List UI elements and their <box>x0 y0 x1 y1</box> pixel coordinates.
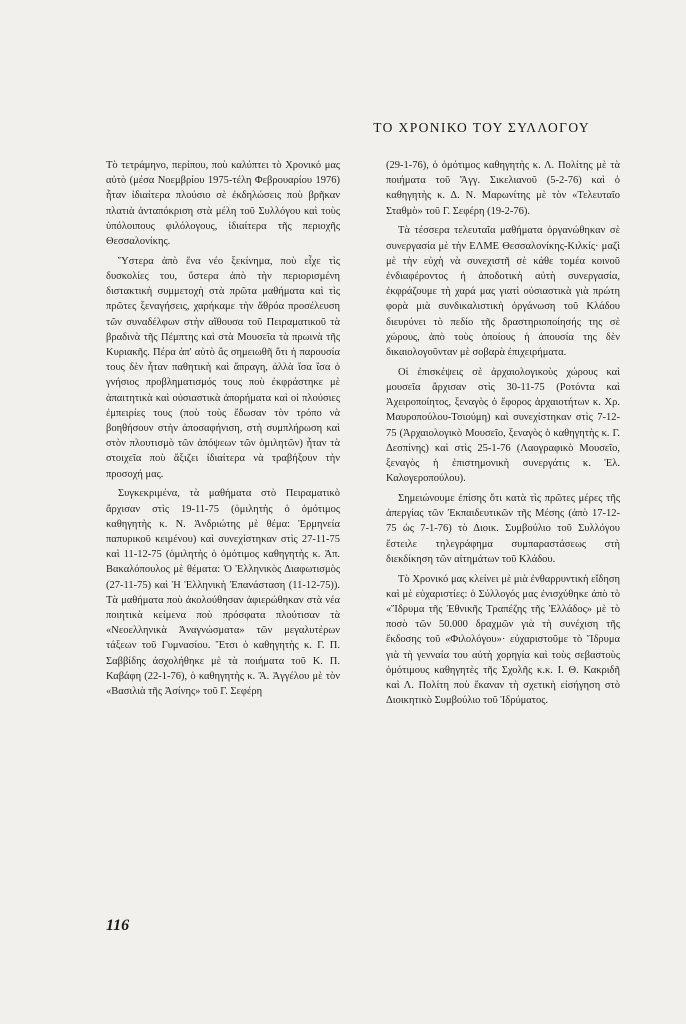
right-text-column <box>386 158 620 713</box>
section-title: ΤΟ ΧΡΟΝΙΚΟ ΤΟΥ ΣΥΛΛΟΓΟΥ <box>373 120 590 135</box>
page-number: 116 <box>106 917 130 934</box>
paragraph: Συγκεκριμένα, τὰ μαθήματα στὸ Πειραματικὸ ἄρχισαν στὶς 19-11-75 (ὁμιλητὴς ὁ ὁμότιμος καθηγητὴς κ. Ν. Ἀνδριώτης μὲ θέμα: Ἑρμηνεία παπυρικοῦ κειμένου) καὶ συνεχίστηκαν στὶς 27-11-75 καὶ 11-12-75 (ὁμιλητὴς ὁ ὁμότιμος καθηγητὴς κ. Ἀπ. Βακαλόπουλος μὲ θέματα: Ὁ Ἑλληνικὸς Διαφωτισμὸς (27-11-75) καὶ Ἡ Ἑλληνικὴ Ἐπανάσταση (11-12-75)). Τὰ μαθήματα ποὺ ἀκολούθησαν ἀφιερώθηκαν στὰ νέα ποιητικὰ κείμενα ποὺ πρόσφατα πλούτισαν τὰ «Νεοελληνικὰ Ἀναγνώσματα» τῶν μεγαλυτέρων τάξεων τοῦ Γυμνασίου. Ἔτσι ὁ καθηγητὴς κ. Γ. Π. Σαββίδης ἀσχολήθηκε μὲ τὰ ποιήματα τοῦ Κ. Π. Καβάφη (22-1-76), ὁ καθηγητὴς κ. Ἄ. Ἀγγέλου μὲ τὸν «Βασιλιὰ τῆς Ἀσίνης» τοῦ Γ. Σεφέρη <box>106 488 340 698</box>
paragraph: Τὸ τετράμηνο, περίπου, ποὺ καλύπτει τὸ Χρονικό μας αὐτὸ (μέσα Νοεμβρίου 1975-τέλη Φεβρουαρίου 1976) ἦταν ἰδιαίτερα πλούσιο σὲ ἐκδηλώσεις ποὺ βρῆκαν πλατιὰ ἀνταπόκριση στὰ μέλη τοῦ Συλλόγου καὶ τοὺς ὑπόλοιπους φιλόλογους, ἰδιαίτερα τῆς περιοχῆς Θεσσαλονίκης. <box>106 160 340 248</box>
paragraph: Σημειώνουμε ἐπίσης ὅτι κατὰ τὶς πρῶτες μέρες τῆς ἀπεργίας τῶν Ἐκπαιδευτικῶν τῆς Μέσης (ἀπὸ 17-12-75 ὡς 7-1-76) τὸ Διοικ. Συμβούλιο τοῦ Συλλόγου ἔστειλε τηλεγράφημα συμπαραστάσεως στὴ διεκδίκηση τῶν αἰτημάτων τοῦ Κλάδου. <box>386 493 620 565</box>
paragraph: Τὸ Χρονικό μας κλείνει μὲ μιὰ ἐνθαρρυντικὴ εἴδηση καὶ μὲ εὐχαριστίες: ὁ Σύλλογός μας ἐνισχύθηκε ἀπὸ τὸ «Ἵδρυμα τῆς Ἐθνικῆς Τραπέζης τῆς Ἑλλάδος» μὲ τὸ ποσὸ τῶν 50.000 δραχμῶν γιὰ τὴ συνέχιση τῆς ἔκδοσης τοῦ «Φιλολόγου»· εὐχαριστοῦμε τὸ Ἵδρυμα γιὰ τὴ γενναία του αὐτὴ χορηγία καὶ τοὺς σεβαστοὺς ὁμότιμους καθηγητὲς τῆς Σχολῆς κ.κ. Ι. Θ. Κακριδῆ καὶ Λ. Πολίτη ποὺ ἔκαναν τὴ σχετικὴ εἰσήγηση στὸ Διοικητικὸ Συμβούλιο τοῦ Ἱδρύματος. <box>386 573 620 707</box>
paragraph: (29-1-76), ὁ ὁμότιμος καθηγητὴς κ. Λ. Πολίτης μὲ τὰ ποιήματα τοῦ Ἄγγ. Σικελιανοῦ (5-2-76) καὶ ὁ καθηγητὴς κ. Δ. Ν. Μαρωνίτης μὲ τὸν «Τελευταῖο Σταθμὸ» τοῦ Γ. Σεφέρη (19-2-76). <box>386 160 620 217</box>
paragraph: Οἱ ἐπισκέψεις σὲ ἀρχαιολογικοὺς χώρους καὶ μουσεῖα ἄρχισαν στὶς 30-11-75 (Ροτόντα καὶ Ἀχειροποίητος, ξεναγὸς ὁ ἔφορος ἀρχαιοτήτων κ. Χρ. Μαυροπούλου-Τσιούμη) καὶ συνεχίστηκαν στὶς 7-12-75 (Ἀρχαιολογικὸ Μουσεῖο, ξεναγὸς ὁ καθηγητὴς κ. Γ. Δεσπίνης) καὶ στὶς 25-1-76 (Λαογραφικὸ Μουσεῖο, ξεναγὸς ἡ ἐπιστημονικὴ συνεργάτις κ. Ἑλ. Καλογεροπούλου). <box>386 366 620 485</box>
paragraph: Τὰ τέσσερα τελευταῖα μαθήματα ὀργανώθηκαν σὲ συνεργασία μὲ τὴν ΕΛΜΕ Θεσσαλονίκης-Κιλκίς· μαζὶ μὲ τὴν εὐχὴ νὰ συνεχιστῆ σὲ κάθε τομέα κοινοῦ ἐνδιαφέροντος ἡ ἀποδοτικὴ αὐτὴ συνεργασία, ἐκφράζουμε τὴ χαρά μας γιατὶ οὐσιαστικὰ γιὰ πρώτη φορὰ μιὰ συνδικαλιστικὴ ὀργάνωση τοῦ Κλάδου διευρύνει τὸ πεδίο τῆς δραστηριοποίησής της σὲ χώρους, ἀπὸ τοὺς ὁποίους ἡ ἀπουσία της δὲν δικαιολογοῦνταν μὲ σοβαρὰ ἐπιχειρήματα. <box>386 225 620 359</box>
paragraph: Ὕστερα ἀπὸ ἕνα νέο ξεκίνημα, ποὺ εἶχε τὶς δυσκολίες του, ὕστερα ἀπὸ τὴν περιορισμένη διστακτικὴ συμμετοχὴ στὰ πρῶτα μαθήματα καὶ τὶς πρῶτες ξεναγήσεις, χαρήκαμε τὴν ἄθρόα προσέλευση τῶν συναδέλφων στὴν αἴθουσα τοῦ Πειραματικοῦ τὰ βραδινὰ τῆς Πέμπτης καὶ στὰ Μουσεῖα τὰ πρωινὰ τῆς Κυριακῆς. Πέρα ἀπ' αὐτὸ ἂς σημειωθῆ ὅτι ἡ παρουσία τους δὲν ἦταν παθητικὴ καὶ ἄπραγη, ἀλλὰ ἴσα ἴσα ὁ γνήσιος προβληματισμός τους ποὺ ἐκφράστηκε μὲ ἀπαιτητικὰ καὶ οὐσιαστικὰ ἀπορήματα καὶ οἱ πλούσιες ἐμπειρίες τους (ποὺ τοὺς ἔδωσαν τὸν τρόπο νὰ βοηθήσουν στὴν ἀποσαφήνιση, στὴ συμπλήρωση καὶ στὸν πλουτισμὸ τῶν ἀπόψεων τῶν ὁμιλητῶν) ἦταν τὰ στοιχεῖα ποὺ ἄξιζει ἰδιαίτερα νὰ τραβήξουν τὴν προσοχή μας. <box>106 255 340 480</box>
left-text-column <box>106 158 340 704</box>
